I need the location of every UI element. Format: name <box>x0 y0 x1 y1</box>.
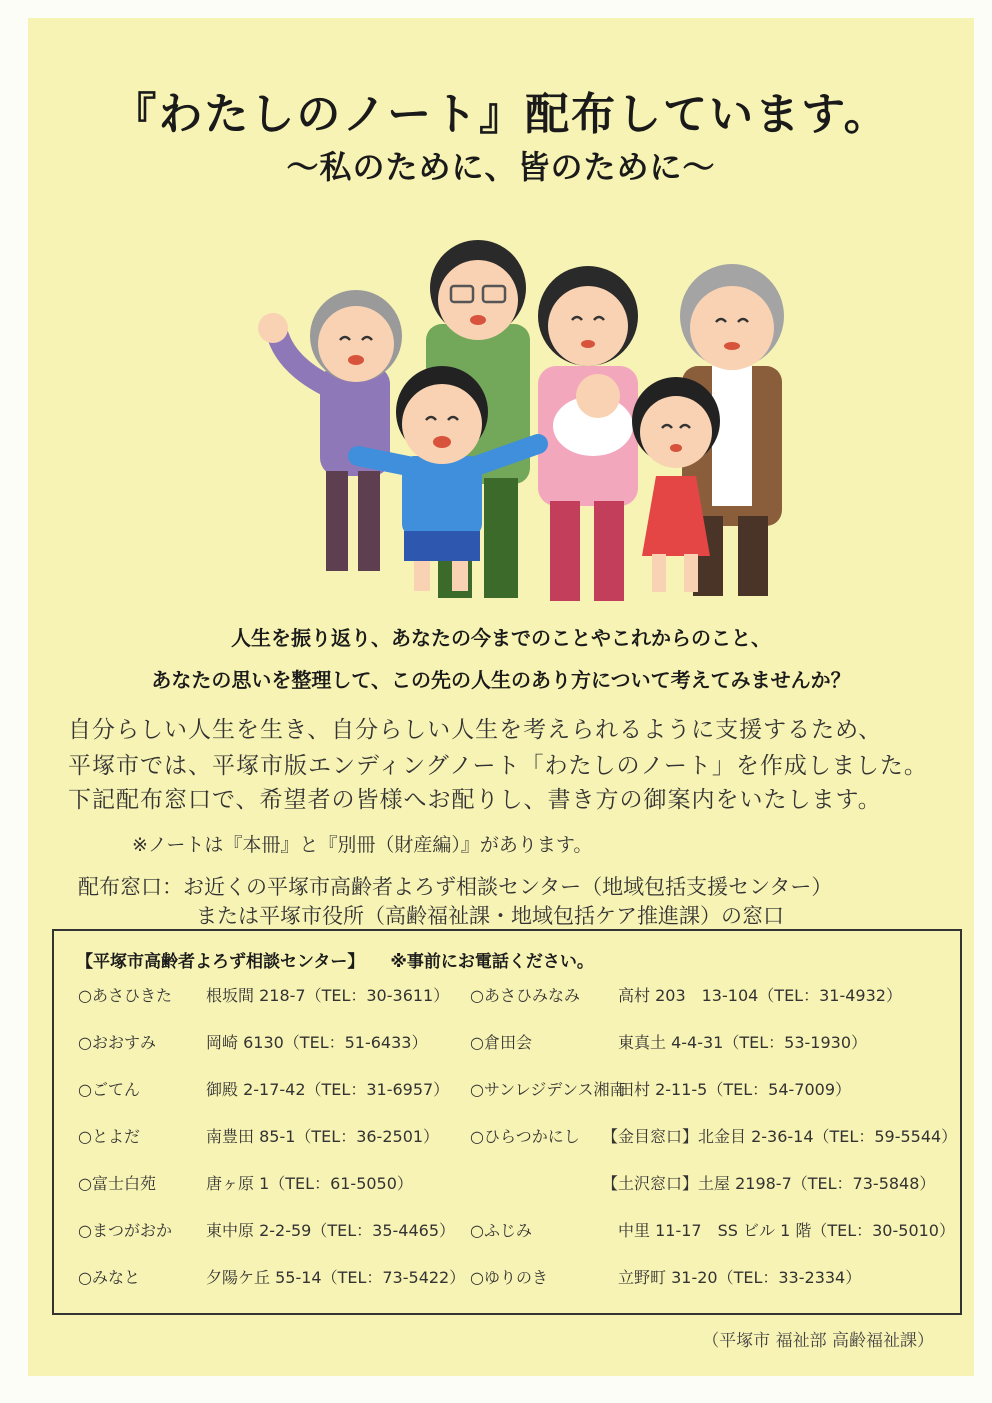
mother-figure <box>538 266 638 601</box>
call-ahead-notice: ※事前にお電話ください。 <box>390 952 594 972</box>
center-name: ○ゆりのき <box>470 1268 548 1287</box>
center-row <box>54 1124 960 1148</box>
center-address: 唐ヶ原 1（TEL：61-5050） <box>206 1174 413 1193</box>
footer-department: （平塚市 福祉部 高齢福祉課） <box>702 1331 934 1351</box>
flyer-subtitle: 〜私のために、皆のために〜 <box>286 148 716 186</box>
center-name: ○富士白苑 <box>78 1174 156 1193</box>
lead-line-2: あなたの思いを整理して、この先の人生のあり方について考えてみませんか？ <box>151 668 851 692</box>
distribution-window-line-1: 配布窓口：お近くの平塚市高齢者よろず相談センター（地域包括支援センター） <box>78 875 833 899</box>
center-address: 岡崎 6130（TEL：51-6433） <box>206 1033 428 1052</box>
center-list-title: 【平塚市高齢者よろず相談センター】 <box>76 952 365 972</box>
center-name: ○あさひきた <box>78 986 172 1005</box>
center-name: ○ひらつかにし <box>470 1127 580 1146</box>
flyer-sheet <box>28 18 974 1376</box>
center-address: 【土沢窓口】土屋 2198-7（TEL：73-5848） <box>602 1174 936 1193</box>
center-address: 田村 2-11-5（TEL：54-7009） <box>618 1080 852 1099</box>
distribution-window-line-2: または平塚市役所（高齢福祉課・地域包括ケア推進課）の窓口 <box>196 904 784 928</box>
flyer-title: 『わたしのノート』配布しています。 <box>112 89 890 140</box>
center-name: ○サンレジデンス湘南 <box>470 1080 626 1099</box>
center-name: ○あさひみなみ <box>470 986 580 1005</box>
center-name: ○ふじみ <box>470 1221 532 1240</box>
center-address: 高村 203 13-104（TEL：31-4932） <box>618 986 902 1005</box>
center-row <box>54 1218 960 1242</box>
grandma-figure <box>258 290 402 571</box>
center-address: 東中原 2-2-59（TEL：35-4465） <box>206 1221 456 1240</box>
center-address: 立野町 31-20（TEL：33-2334） <box>618 1268 862 1287</box>
center-address: 夕陽ケ丘 55-14（TEL：73-5422） <box>206 1268 466 1287</box>
center-row <box>54 1171 960 1195</box>
center-address: 根坂間 218-7（TEL：30-3611） <box>206 986 450 1005</box>
note-text: ※ノートは『本冊』と『別冊（財産編）』があります。 <box>132 834 593 856</box>
center-address: 南豊田 85-1（TEL：36-2501） <box>206 1127 440 1146</box>
center-address: 御殿 2-17-42（TEL：31-6957） <box>206 1080 450 1099</box>
center-name: ○まつがおか <box>78 1221 172 1240</box>
family-illustration <box>238 216 798 606</box>
body-line-1: 自分らしい人生を生き、自分らしい人生を考えられるように支援するため、 <box>68 717 883 743</box>
center-address: 【金目窓口】北金目 2-36-14（TEL：59-5544） <box>602 1127 958 1146</box>
center-name: ○ごてん <box>78 1080 140 1099</box>
center-list-heading <box>76 947 594 972</box>
center-name: ○おおすみ <box>78 1033 156 1052</box>
center-row <box>54 983 960 1007</box>
center-address: 中里 11-17 SS ビル 1 階（TEL：30-5010） <box>618 1221 955 1240</box>
body-line-2: 平塚市では、平塚市版エンディングノート「わたしのノート」を作成しました。 <box>68 753 928 779</box>
center-row <box>54 1030 960 1054</box>
center-name: ○みなと <box>78 1268 140 1287</box>
center-name: ○倉田会 <box>470 1033 532 1052</box>
center-list-box <box>52 929 962 1315</box>
center-address: 東真土 4-4-31（TEL：53-1930） <box>618 1033 868 1052</box>
center-row <box>54 1265 960 1289</box>
lead-line-1: 人生を振り返り、あなたの今までのことやこれからのこと、 <box>231 626 771 650</box>
center-name: ○とよだ <box>78 1127 140 1146</box>
center-row <box>54 1077 960 1101</box>
body-line-3: 下記配布窓口で、希望者の皆様へお配りし、書き方の御案内をいたします。 <box>68 787 882 813</box>
